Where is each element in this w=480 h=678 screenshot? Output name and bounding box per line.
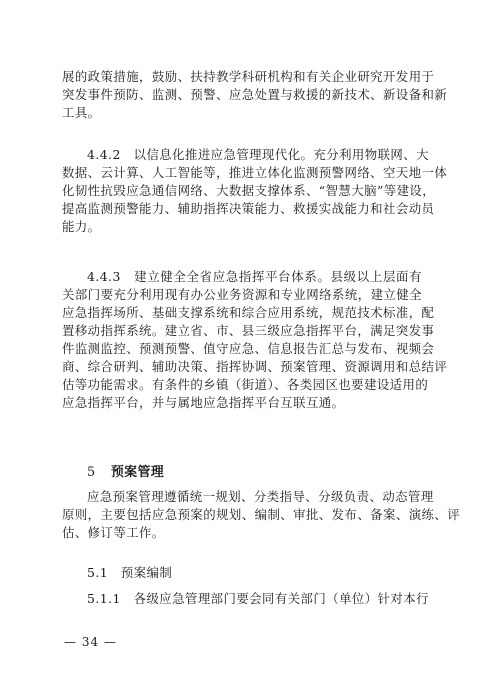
text-line: 展的政策措施，鼓励、扶持教学科研机构和有关企业研究开发用于 (62, 69, 435, 84)
text-line: 提高监测预警能力、辅助指挥决策能力、救援实战能力和社会动员 (62, 201, 435, 216)
paragraph-4-4-2 (62, 146, 448, 236)
paragraph-plan-management (62, 488, 461, 542)
paragraph-continuation (62, 68, 448, 122)
page-number: — 34 — (64, 635, 117, 649)
text-line: 估等功能需求。有条件的乡镇（街道）、各类园区也要建设适用的 (62, 377, 429, 392)
text-line: 4.4.3 建立健全全省应急指挥平台体系。县级以上层面有 (87, 269, 422, 284)
section-number: 5 (87, 465, 96, 480)
subsection-heading: 5.1 预案编制 (87, 565, 173, 580)
text-line: 置移动指挥系统。建立省、市、县三级应急指挥平台，满足突发事 (62, 323, 435, 338)
text-line: 能力。 (62, 219, 101, 234)
section-heading (87, 464, 164, 482)
text-line: 应急指挥场所、基础支撑系统和综合应用系统，规范技术标准，配 (62, 305, 435, 320)
paragraph-4-4-3 (62, 268, 448, 412)
text-line: 5.1.1 各级应急管理部门要会同有关部门（单位）针对本行 (87, 591, 429, 606)
text-line: 估、修订等工作。 (62, 525, 165, 540)
text-line: 关部门要充分利用现有办公业务资源和专业网络系统，建立健全 (62, 287, 422, 302)
text-line: 件监测监控、预测预警、值守应急、信息报告汇总与发布、视频会 (62, 341, 435, 356)
text-line: 应急预案管理遵循统一规划、分类指导、分级负责、动态管理 (87, 489, 434, 504)
paragraph-5-1-1 (62, 590, 429, 608)
text-line: 数据、云计算、人工智能等，推进立体化监测预警网络、空天地一体 (62, 165, 448, 180)
section-title: 预案管理 (111, 465, 165, 480)
text-line: 商、综合研判、辅助决策、指挥协调、预案管理、资源调用和总结评 (62, 359, 448, 374)
text-line: 化韧性抗毁应急通信网络、大数据支撑体系、“智慧大脑”等建设， (62, 183, 436, 198)
text-line: 应急指挥平台，并与属地应急指挥平台互联互通。 (62, 395, 345, 410)
text-line: 4.4.2 以信息化推进应急管理现代化。充分利用物联网、大 (87, 147, 429, 162)
text-line: 工具。 (62, 105, 101, 120)
text-line: 原则，主要包括应急预案的规划、编制、审批、发布、备案、演练、评 (62, 507, 461, 522)
text-line: 突发事件预防、监测、预警、应急处置与救援的新技术、新设备和新 (62, 87, 448, 102)
